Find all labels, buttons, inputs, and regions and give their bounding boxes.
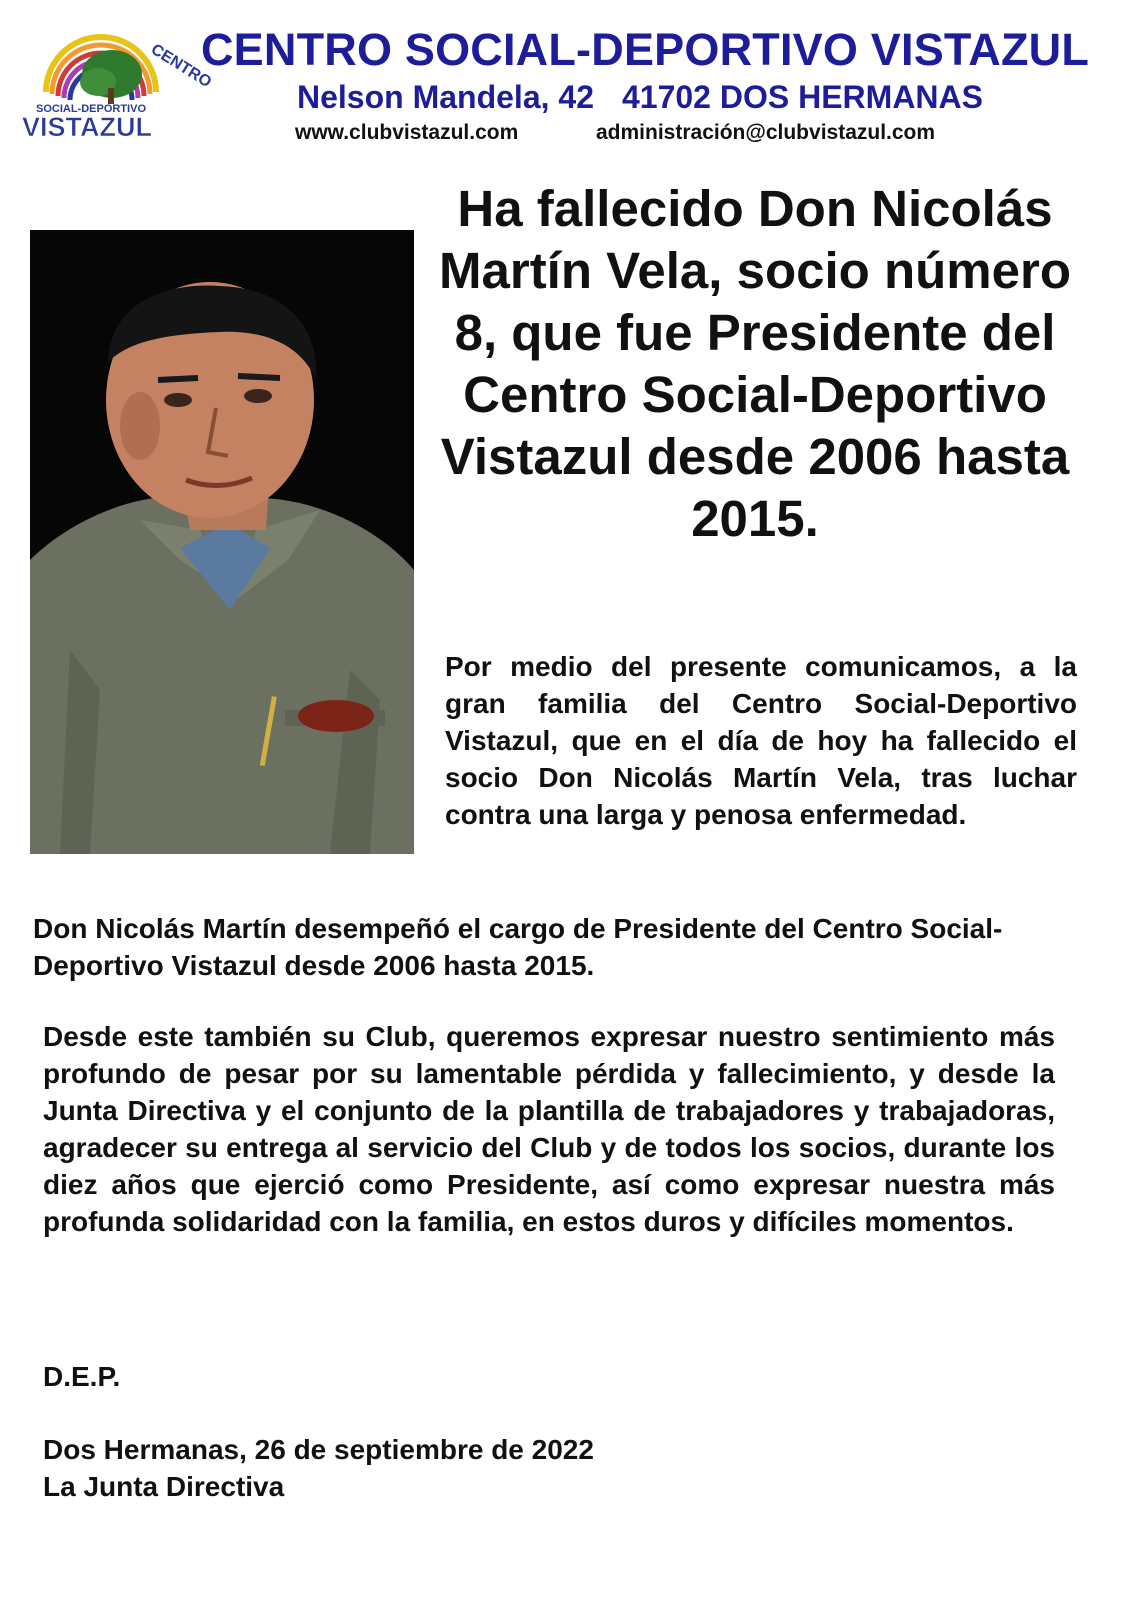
condolence-paragraph: Desde este también su Club, queremos expresar nuestro sentimiento más profundo de pesar por su lamentable pérdida y fallecimiento, y desde la Junta Directiva y el conjunto de la plantilla de trabajadores y trabajadoras, agradecer su entrega al servicio del Club y de todos los socios, durante los diez años que ejerció como Presidente, así como expresar nuestra más profunda solidaridad con la familia, en estos duros y difíciles momentos. — [43, 1021, 1055, 1237]
logo-text-top: CENTRO — [147, 40, 215, 92]
presidency-paragraph: Don Nicolás Martín desempeñó el cargo de Presidente del Centro Social- Deportivo Vistazul desde 2006 hasta 2015. — [33, 913, 1003, 981]
place-date: Dos Hermanas, 26 de septiembre de 2022 — [43, 1434, 594, 1465]
address-city: 41702 DOS HERMANAS — [621, 79, 983, 115]
portrait-photo — [30, 230, 414, 854]
logo-text-middle: SOCIAL-DEPORTIVO — [36, 103, 147, 115]
club-logo — [16, 22, 215, 142]
signature: La Junta Directiva — [43, 1471, 285, 1502]
address-street: Nelson Mandela, 42 — [297, 79, 594, 115]
vistazul-logo-icon — [16, 22, 215, 142]
org-address — [190, 78, 1090, 116]
logo-text-bottom: VISTAZUL — [22, 112, 152, 142]
headline: Ha fallecido Don Nicolás Martín Vela, socio número 8, que fue Presidente del Centro Social-Deportivo Vistazul desde 2006 hasta 2015. — [439, 180, 1071, 547]
website-link[interactable]: www.clubvistazul.com — [295, 121, 519, 144]
dep-text: D.E.P. — [43, 1361, 121, 1392]
intro-paragraph: Por medio del presente comunicamos, a la gran familia del Centro Social-Deportivo Vistazul, que en el día de hoy ha fallecido el socio Don Nicolás Martín Vela, tras luchar contra una larga y penosa enfermedad. — [445, 651, 1077, 830]
portrait-photo-icon — [30, 230, 414, 854]
email-link[interactable]: administración@clubvistazul.com — [596, 121, 936, 144]
org-name: CENTRO SOCIAL-DEPORTIVO VISTAZUL — [200, 24, 1090, 75]
